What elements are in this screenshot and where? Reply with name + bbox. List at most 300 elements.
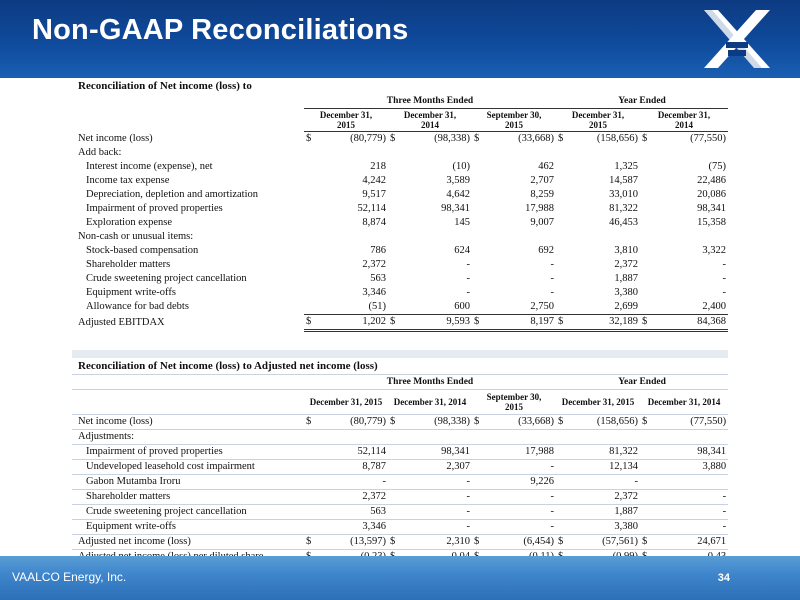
dollar-sign-cell [472, 475, 484, 490]
company-name: VAALCO Energy, Inc. [12, 570, 127, 584]
row-label: Stock-based compensation [86, 245, 199, 256]
dollar-sign-cell [640, 505, 652, 520]
dollar-sign-cell [640, 460, 652, 475]
dollar-sign-cell: $ [472, 535, 484, 550]
row-label: Net income (loss) [78, 132, 153, 144]
dollar-sign-cell [388, 174, 400, 188]
dollar-sign-cell: $ [556, 315, 568, 331]
dollar-sign-cell [640, 272, 652, 286]
value-cell [400, 430, 472, 445]
dollar-sign-cell: $ [306, 133, 312, 144]
dollar-sign-cell: $ [556, 415, 568, 430]
dollar-sign-cell [388, 230, 400, 244]
value-cell [400, 230, 472, 244]
dollar-sign-cell [388, 300, 400, 315]
dollar-sign-cell: $ [304, 415, 316, 430]
dollar-sign-cell [640, 520, 652, 535]
row-label: Adjustments: [72, 430, 304, 445]
value-cell: 98,341 [697, 203, 727, 214]
value-cell: - [568, 475, 640, 490]
table-row [72, 490, 728, 505]
value-cell: (158,656) [568, 415, 640, 430]
value-cell: - [400, 505, 472, 520]
dollar-sign-cell [556, 174, 568, 188]
dollar-sign-cell [388, 244, 400, 258]
value-cell [568, 146, 640, 160]
column-header-row [72, 390, 728, 415]
slide-title: Non-GAAP Reconciliations [32, 14, 409, 46]
value-cell: 3,880 [652, 460, 728, 475]
table-row [72, 244, 728, 258]
dollar-sign-cell: $ [640, 535, 652, 550]
row-label: Income tax expense [86, 175, 170, 186]
value-cell: 692 [538, 245, 554, 256]
value-cell [652, 475, 728, 490]
value-cell: 98,341 [400, 445, 472, 460]
dollar-sign-cell [556, 520, 568, 535]
column-header [472, 390, 556, 415]
row-label: Undeveloped leasehold cost impairment [72, 460, 304, 475]
row-label: Crude sweetening project cancellation [86, 273, 247, 284]
dollar-sign-cell: $ [642, 133, 648, 144]
value-cell: 8,874 [362, 217, 386, 228]
column-header [304, 109, 388, 132]
dollar-sign-cell [472, 430, 484, 445]
blank-cell [72, 94, 304, 109]
column-header-line1: September 30, [486, 110, 542, 120]
dollar-sign-cell [556, 272, 568, 286]
dollar-sign-cell: $ [472, 415, 484, 430]
dollar-sign-cell [388, 146, 400, 160]
value-cell: 2,372 [316, 490, 388, 505]
dollar-sign-cell [388, 258, 400, 272]
table-row [72, 202, 728, 216]
value-cell: 12,134 [568, 460, 640, 475]
dollar-sign-cell [640, 445, 652, 460]
dollar-sign-cell [304, 272, 316, 286]
value-cell: 15,358 [697, 217, 727, 228]
table-row [72, 286, 728, 300]
row-label: Equipment write-offs [86, 287, 176, 298]
dollar-sign-cell [388, 188, 400, 202]
table-row [72, 315, 728, 331]
dollar-sign-cell [556, 445, 568, 460]
dollar-sign-cell [388, 160, 400, 174]
value-cell: 145 [454, 217, 470, 228]
table-title-row [72, 78, 728, 94]
column-header [556, 109, 640, 132]
dollar-sign-cell [640, 146, 652, 160]
value-cell: 2,307 [400, 460, 472, 475]
table-row [72, 430, 728, 445]
column-header [304, 390, 388, 415]
value-cell: (10) [452, 161, 470, 172]
dollar-sign-cell [556, 244, 568, 258]
value-cell: 20,086 [697, 189, 727, 200]
dollar-sign-cell [556, 475, 568, 490]
column-header [388, 109, 472, 132]
value-cell: 2,372 [614, 259, 638, 270]
value-cell: (80,779) [350, 133, 386, 144]
dollar-sign-cell [388, 286, 400, 300]
value-cell: 52,114 [357, 203, 386, 214]
dollar-sign-cell [640, 430, 652, 445]
value-cell: 81,322 [609, 203, 638, 214]
dollar-sign-cell [640, 160, 652, 174]
value-cell: 462 [538, 161, 554, 172]
dollar-sign-cell [640, 300, 652, 315]
value-cell: - [722, 259, 727, 270]
value-cell: 81,322 [568, 445, 640, 460]
value-cell: - [722, 287, 727, 298]
value-cell: 2,372 [362, 259, 386, 270]
dollar-sign-cell [556, 286, 568, 300]
column-header-line2: December 31, 2015 [309, 397, 383, 407]
dollar-sign-cell [388, 490, 400, 505]
value-cell: 3,346 [362, 287, 386, 298]
value-cell: - [550, 273, 554, 284]
row-label: Non-cash or unusual items: [78, 231, 194, 242]
value-cell: 24,671 [652, 535, 728, 550]
table-row [72, 230, 728, 244]
column-header [472, 109, 556, 132]
value-cell: - [484, 520, 556, 535]
blank-cell [72, 375, 304, 390]
row-label: Depreciation, depletion and amortization [86, 189, 259, 200]
row-label: Shareholder matters [86, 259, 171, 270]
dollar-sign-cell: $ [640, 315, 652, 331]
row-label: Exploration expense [86, 217, 173, 228]
value-cell [484, 146, 556, 160]
table-row [72, 505, 728, 520]
dollar-sign-cell [556, 300, 568, 315]
value-cell: 3,322 [702, 245, 727, 256]
dollar-sign-cell: $ [474, 133, 480, 144]
dollar-sign-cell [556, 258, 568, 272]
table-row [72, 445, 728, 460]
value-cell: - [484, 490, 556, 505]
value-cell: 3,589 [446, 175, 470, 186]
value-cell: 3,810 [614, 245, 638, 256]
value-cell: 17,988 [525, 203, 554, 214]
column-header [640, 109, 728, 132]
column-header-line2: 2014 [675, 120, 694, 130]
table-row [72, 272, 728, 286]
row-label: Shareholder matters [72, 490, 304, 505]
dollar-sign-cell: $ [390, 133, 396, 144]
row-label: Gabon Mutamba Iroru [72, 475, 304, 490]
dollar-sign-cell [388, 445, 400, 460]
dollar-sign-cell: $ [472, 315, 484, 331]
value-cell: 33,010 [609, 189, 638, 200]
dollar-sign-cell [472, 490, 484, 505]
row-label: Impairment of proved properties [72, 445, 304, 460]
value-cell: 1,887 [568, 505, 640, 520]
dollar-sign-cell [472, 258, 484, 272]
value-cell: (51) [368, 301, 386, 312]
dollar-sign-cell [304, 520, 316, 535]
table-title-row [72, 358, 728, 375]
dollar-sign-cell [556, 188, 568, 202]
value-cell: (13,597) [316, 535, 388, 550]
dollar-sign-cell [388, 216, 400, 230]
value-cell: - [550, 287, 554, 298]
dollar-sign-cell [640, 286, 652, 300]
dollar-sign-cell [472, 520, 484, 535]
value-cell [316, 230, 388, 244]
row-label: Allowance for bad debts [86, 301, 189, 313]
value-cell [316, 146, 388, 160]
dollar-sign-cell [556, 460, 568, 475]
dollar-sign-cell [472, 300, 484, 315]
value-cell: 8,259 [530, 189, 554, 200]
value-cell: - [550, 259, 554, 270]
dollar-sign-cell [640, 202, 652, 216]
row-label: Equipment write-offs [72, 520, 304, 535]
value-cell: (98,338) [400, 415, 472, 430]
value-cell: - [722, 273, 727, 284]
value-cell: - [400, 475, 472, 490]
value-cell: (75) [708, 161, 727, 172]
dollar-sign-cell [556, 202, 568, 216]
dollar-sign-cell [304, 146, 316, 160]
table-row [72, 216, 728, 230]
value-cell: - [484, 460, 556, 475]
dollar-sign-cell [388, 202, 400, 216]
value-cell [652, 230, 728, 244]
value-cell: 624 [454, 245, 470, 256]
dollar-sign-cell [556, 160, 568, 174]
dollar-sign-cell [640, 475, 652, 490]
column-header [556, 390, 640, 415]
value-cell: 84,368 [652, 315, 728, 331]
value-cell: 563 [316, 505, 388, 520]
value-cell [568, 230, 640, 244]
dollar-sign-cell [388, 430, 400, 445]
value-cell: 2,707 [530, 175, 554, 186]
value-cell: - [400, 520, 472, 535]
column-header-line2: 2015 [337, 120, 355, 130]
dollar-sign-cell [640, 216, 652, 230]
table-row [72, 415, 728, 430]
dollar-sign-cell: $ [304, 535, 316, 550]
table-title: Reconciliation of Net income (loss) to Adjusted net income (loss) [72, 358, 728, 375]
slide-header [0, 0, 800, 78]
group-header-year: Year Ended [556, 375, 728, 390]
dollar-sign-cell [304, 244, 316, 258]
dollar-sign-cell [304, 230, 316, 244]
blank-cell [72, 109, 304, 132]
slide-footer [0, 556, 800, 600]
table-row [72, 258, 728, 272]
group-header-row [72, 94, 728, 109]
value-cell: (80,779) [316, 415, 388, 430]
dollar-sign-cell: $ [388, 415, 400, 430]
dollar-sign-cell [472, 272, 484, 286]
dollar-sign-cell [304, 490, 316, 505]
value-cell: - [316, 475, 388, 490]
value-cell [652, 146, 728, 160]
value-cell: 4,242 [362, 175, 386, 186]
dollar-sign-cell [472, 202, 484, 216]
table-row [72, 174, 728, 188]
dollar-sign-cell [304, 160, 316, 174]
value-cell: 14,587 [609, 175, 638, 186]
group-header-three-months: Three Months Ended [304, 375, 556, 390]
value-cell: 9,593 [400, 315, 472, 331]
dollar-sign-cell [640, 230, 652, 244]
row-label: Adjusted EBITDAX [78, 316, 165, 328]
value-cell: 563 [370, 273, 386, 284]
dollar-sign-cell [304, 475, 316, 490]
row-label: Adjusted net income (loss) [72, 535, 304, 550]
dollar-sign-cell [472, 460, 484, 475]
table-row [72, 132, 728, 147]
value-cell: (98,338) [434, 133, 470, 144]
table-row [72, 520, 728, 535]
table-row [72, 535, 728, 550]
value-cell: 9,517 [362, 189, 386, 200]
dollar-sign-cell: $ [556, 535, 568, 550]
column-header-line2: 2015 [505, 402, 523, 412]
table-row [72, 146, 728, 160]
value-cell: 3,380 [568, 520, 640, 535]
column-header-line2: 2015 [505, 120, 523, 130]
value-cell: 17,988 [484, 445, 556, 460]
value-cell: (158,656) [596, 133, 638, 144]
column-header-line1: December 31, [319, 110, 373, 120]
value-cell: 2,310 [400, 535, 472, 550]
dollar-sign-cell: $ [304, 315, 316, 331]
value-cell: 98,341 [652, 445, 728, 460]
column-header [640, 390, 728, 415]
dollar-sign-cell [640, 174, 652, 188]
row-label: Interest income (expense), net [86, 161, 213, 172]
value-cell: - [400, 490, 472, 505]
value-cell: - [466, 259, 470, 270]
dollar-sign-cell [472, 505, 484, 520]
value-cell: 1,325 [614, 161, 638, 172]
value-cell: 2,372 [568, 490, 640, 505]
dollar-sign-cell [472, 216, 484, 230]
dollar-sign-cell [304, 286, 316, 300]
table-row [72, 460, 728, 475]
vaalco-x-logo-icon [700, 6, 774, 72]
dollar-sign-cell: $ [388, 315, 400, 331]
dollar-sign-cell [556, 230, 568, 244]
column-header [388, 390, 472, 415]
dollar-sign-cell [304, 430, 316, 445]
value-cell: 46,453 [609, 217, 638, 228]
dollar-sign-cell [472, 146, 484, 160]
dollar-sign-cell [472, 188, 484, 202]
value-cell [316, 430, 388, 445]
dollar-sign-cell: $ [388, 535, 400, 550]
value-cell: 600 [454, 301, 470, 312]
column-header-line1: December 31, [571, 110, 625, 120]
blank-cell [72, 390, 304, 415]
value-cell: - [466, 287, 470, 298]
value-cell: 218 [370, 161, 386, 172]
column-header-line1: September 30, [486, 392, 542, 402]
value-cell: (77,550) [690, 133, 727, 144]
dollar-sign-cell [388, 272, 400, 286]
dollar-sign-cell [304, 174, 316, 188]
table-row [72, 188, 728, 202]
content-area [72, 78, 728, 570]
value-cell: 8,197 [484, 315, 556, 331]
dollar-sign-cell [640, 490, 652, 505]
value-cell: - [652, 490, 728, 505]
group-header-year: Year Ended [556, 94, 728, 109]
dollar-sign-cell [640, 258, 652, 272]
dollar-sign-cell [556, 505, 568, 520]
column-header-line1: December 31, [403, 110, 457, 120]
column-header-line2: 2015 [589, 120, 607, 130]
row-label: Add back: [78, 147, 122, 158]
value-cell: (77,550) [652, 415, 728, 430]
dollar-sign-cell [304, 445, 316, 460]
dollar-sign-cell [304, 202, 316, 216]
value-cell: (57,561) [568, 535, 640, 550]
dollar-sign-cell [640, 244, 652, 258]
column-header-line1: December 31, [657, 110, 711, 120]
row-label: Crude sweetening project cancellation [72, 505, 304, 520]
dollar-sign-cell [556, 216, 568, 230]
dollar-sign-cell [304, 460, 316, 475]
value-cell: 9,226 [484, 475, 556, 490]
value-cell: (33,668) [518, 133, 554, 144]
dollar-sign-cell [472, 174, 484, 188]
value-cell: 2,400 [702, 301, 727, 312]
value-cell: 8,787 [316, 460, 388, 475]
value-cell: 52,114 [316, 445, 388, 460]
value-cell: 3,380 [614, 287, 638, 298]
value-cell: 4,642 [446, 189, 470, 200]
dollar-sign-cell: $ [640, 415, 652, 430]
dollar-sign-cell [304, 216, 316, 230]
dollar-sign-cell [556, 430, 568, 445]
value-cell: - [652, 520, 728, 535]
dollar-sign-cell [388, 475, 400, 490]
table-title: Reconciliation of Net income (loss) to [78, 80, 252, 92]
value-cell: - [484, 505, 556, 520]
value-cell [652, 430, 728, 445]
dollar-sign-cell [472, 160, 484, 174]
value-cell [484, 230, 556, 244]
value-cell [568, 430, 640, 445]
column-header-line2: 2014 [421, 120, 439, 130]
value-cell: 32,189 [568, 315, 640, 331]
value-cell [400, 146, 472, 160]
row-label: Net income (loss) [72, 415, 304, 430]
dollar-sign-cell [388, 520, 400, 535]
value-cell: 1,887 [614, 273, 638, 284]
value-cell: (33,668) [484, 415, 556, 430]
value-cell: - [466, 273, 470, 284]
dollar-sign-cell [556, 146, 568, 160]
value-cell [484, 430, 556, 445]
ebitdax-reconciliation-table [72, 78, 728, 332]
dollar-sign-cell [304, 258, 316, 272]
value-cell: - [652, 505, 728, 520]
group-header-three-months: Three Months Ended [304, 94, 556, 109]
value-cell: 2,750 [530, 301, 554, 312]
dollar-sign-cell [388, 460, 400, 475]
value-cell: 786 [370, 245, 386, 256]
dollar-sign-cell: $ [558, 133, 564, 144]
dollar-sign-cell [304, 300, 316, 315]
